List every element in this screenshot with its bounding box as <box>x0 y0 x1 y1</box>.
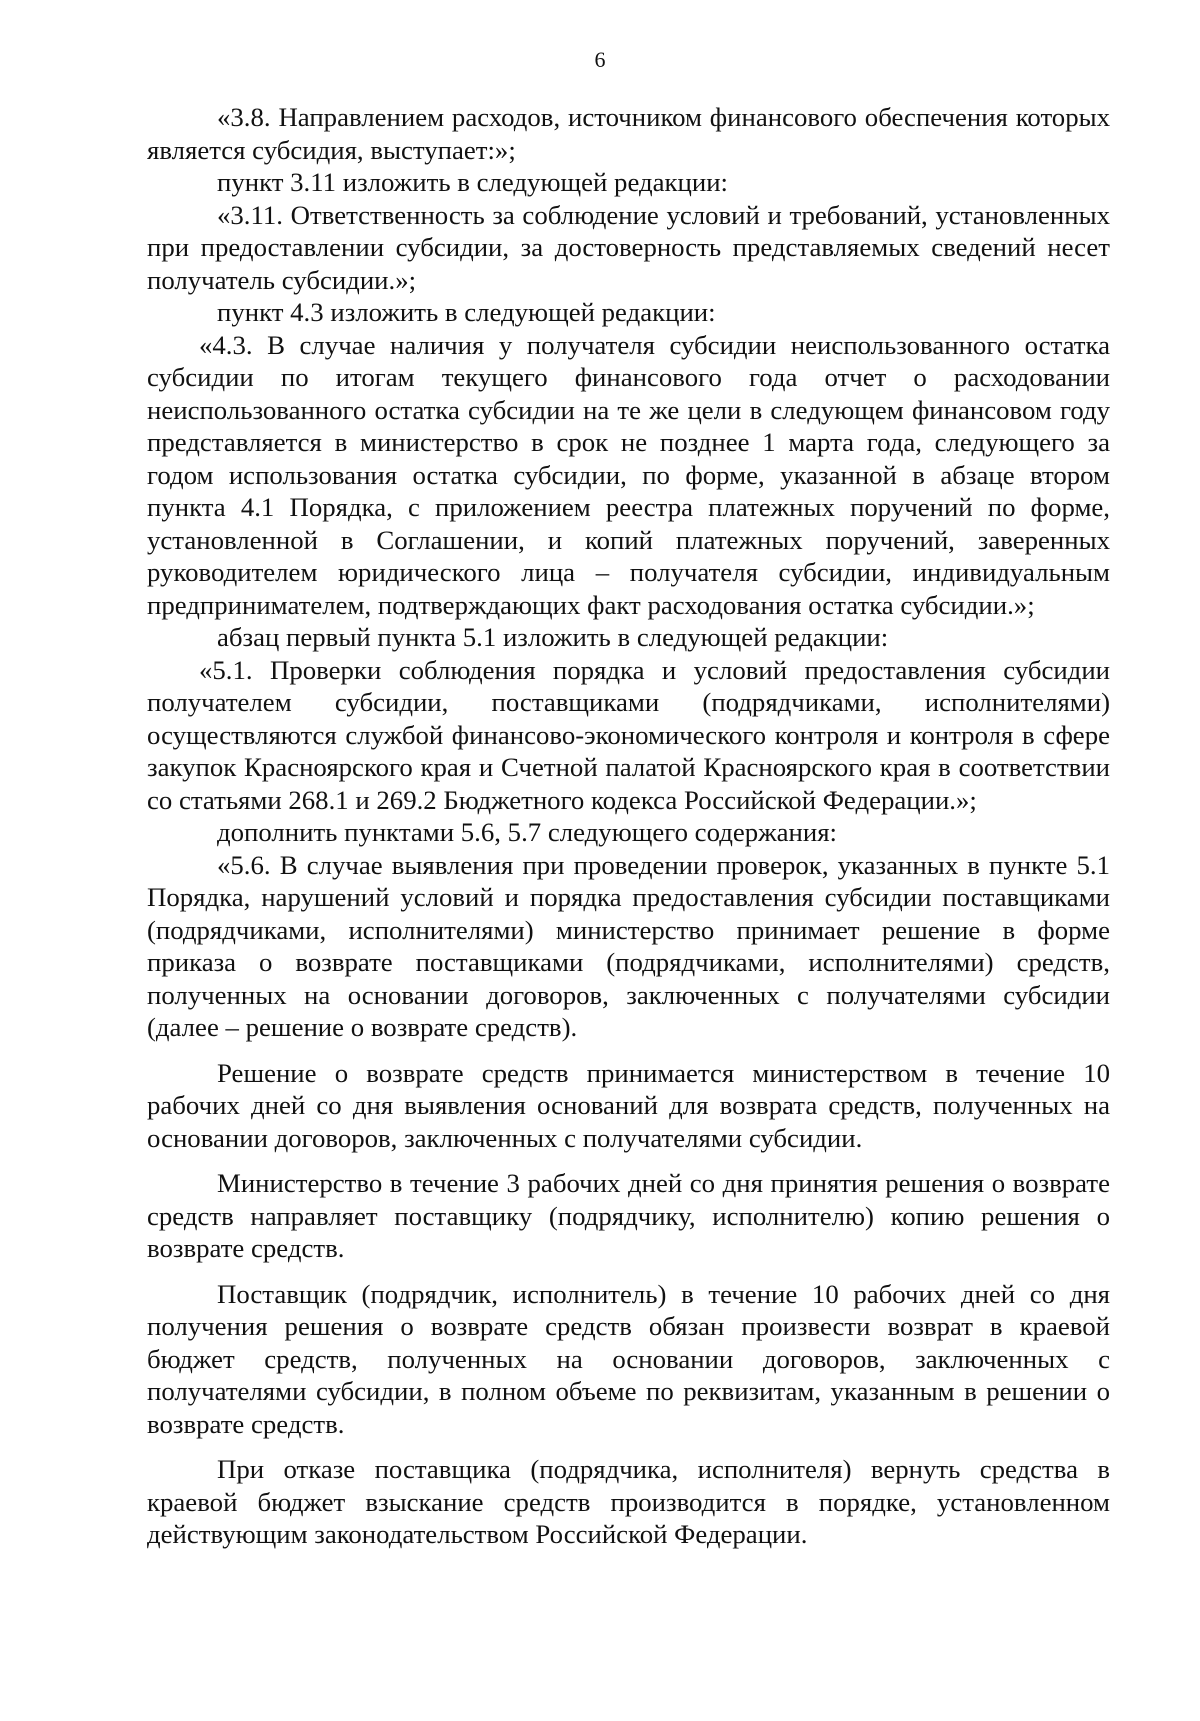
paragraph-supplier-return: Поставщик (подрядчик, исполнитель) в течение 10 рабочих дней со дня получения решения о возврате средств обязан произвести возврат в краевой бюджет средств, полученных на основании договоров, заключенных с получателями субсидии, в полном объеме по реквизитам, указанным в решении о возврате средств. <box>147 1278 1110 1439</box>
paragraph-amend-4-3: пункт 4.3 изложить в следующей редакции: <box>217 297 716 327</box>
paragraph-5-6: «5.6. В случае выявления при проведении проверок, указанных в пункте 5.1 Порядка, нарушений условий и порядка предоставления субсидии поставщиками (подрядчиками, исполнителями) министерство принимает решение в форме приказа о возврате поставщиками (подрядчиками, исполнителями) средств, полученных на основании договоров, заключенных с получателями субсидии (далее – решение о возврате средств). <box>147 849 1110 1042</box>
paragraph-amend-5-1: абзац первый пункта 5.1 изложить в следующей редакции: <box>217 622 889 652</box>
paragraph-return-decision: Решение о возврате средств принимается министерством в течение 10 рабочих дней со дня выявления оснований для возврата средств, полученных на основании договоров, заключенных с получателями субсидии. <box>147 1057 1110 1153</box>
paragraph-3-11: «3.11. Ответственность за соблюдение условий и требований, установленных при предоставлении субсидии, за достоверность представляемых сведений несет получатель субсидии.»; <box>147 199 1110 295</box>
paragraph-5-1: «5.1. Проверки соблюдения порядка и условий предоставления субсидии получателем субсидии, поставщиками (подрядчиками, исполнителями) осуществляются службой финансово-экономического контроля и контроля в сфере закупок Красноярского края и Счетной палатой Красноярского края в соответствии со статьями 268.1 и 269.2 Бюджетного кодекса Российской Федерации.»; <box>147 654 1110 815</box>
paragraph-amend-3-11: пункт 3.11 изложить в следующей редакции: <box>217 167 728 197</box>
paragraph-3-8: «3.8. Направлением расходов, источником финансового обеспечения которых является субсидия, выступает:»; <box>147 102 1110 165</box>
paragraph-amend-5-6-5-7: дополнить пунктами 5.6, 5.7 следующего содержания: <box>217 817 837 847</box>
paragraph-refusal: При отказе поставщика (подрядчика, исполнителя) вернуть средства в краевой бюджет взыскание средств производится в порядке, установленном действующим законодательством Российской Федерации. <box>147 1454 1110 1549</box>
paragraph-4-3: «4.3. В случае наличия у получателя субсидии неиспользованного остатка субсидии по итогам текущего финансового года отчет о расходовании неиспользованного остатка субсидии на те же цели в следующем финансовом году представляется в министерство в срок не позднее 1 марта года, следующего за годом использования остатка субсидии, по форме, указанной в абзаце втором пункта 4.1 Порядка, с приложением реестра платежных поручений по форме, установленной в Соглашении, и копий платежных поручений, заверенных руководителем юридического лица – получателя субсидии, индивидуальным предпринимателем, подтверждающих факт расходования остатка субсидии.»; <box>147 329 1110 620</box>
paragraph-ministry-copy: Министерство в течение 3 рабочих дней со дня принятия решения о возврате средств направляет поставщику (подрядчику, исполнителю) копию решения о возврате средств. <box>147 1168 1110 1263</box>
page-number: 6 <box>594 47 606 72</box>
document-body <box>147 101 1110 1551</box>
